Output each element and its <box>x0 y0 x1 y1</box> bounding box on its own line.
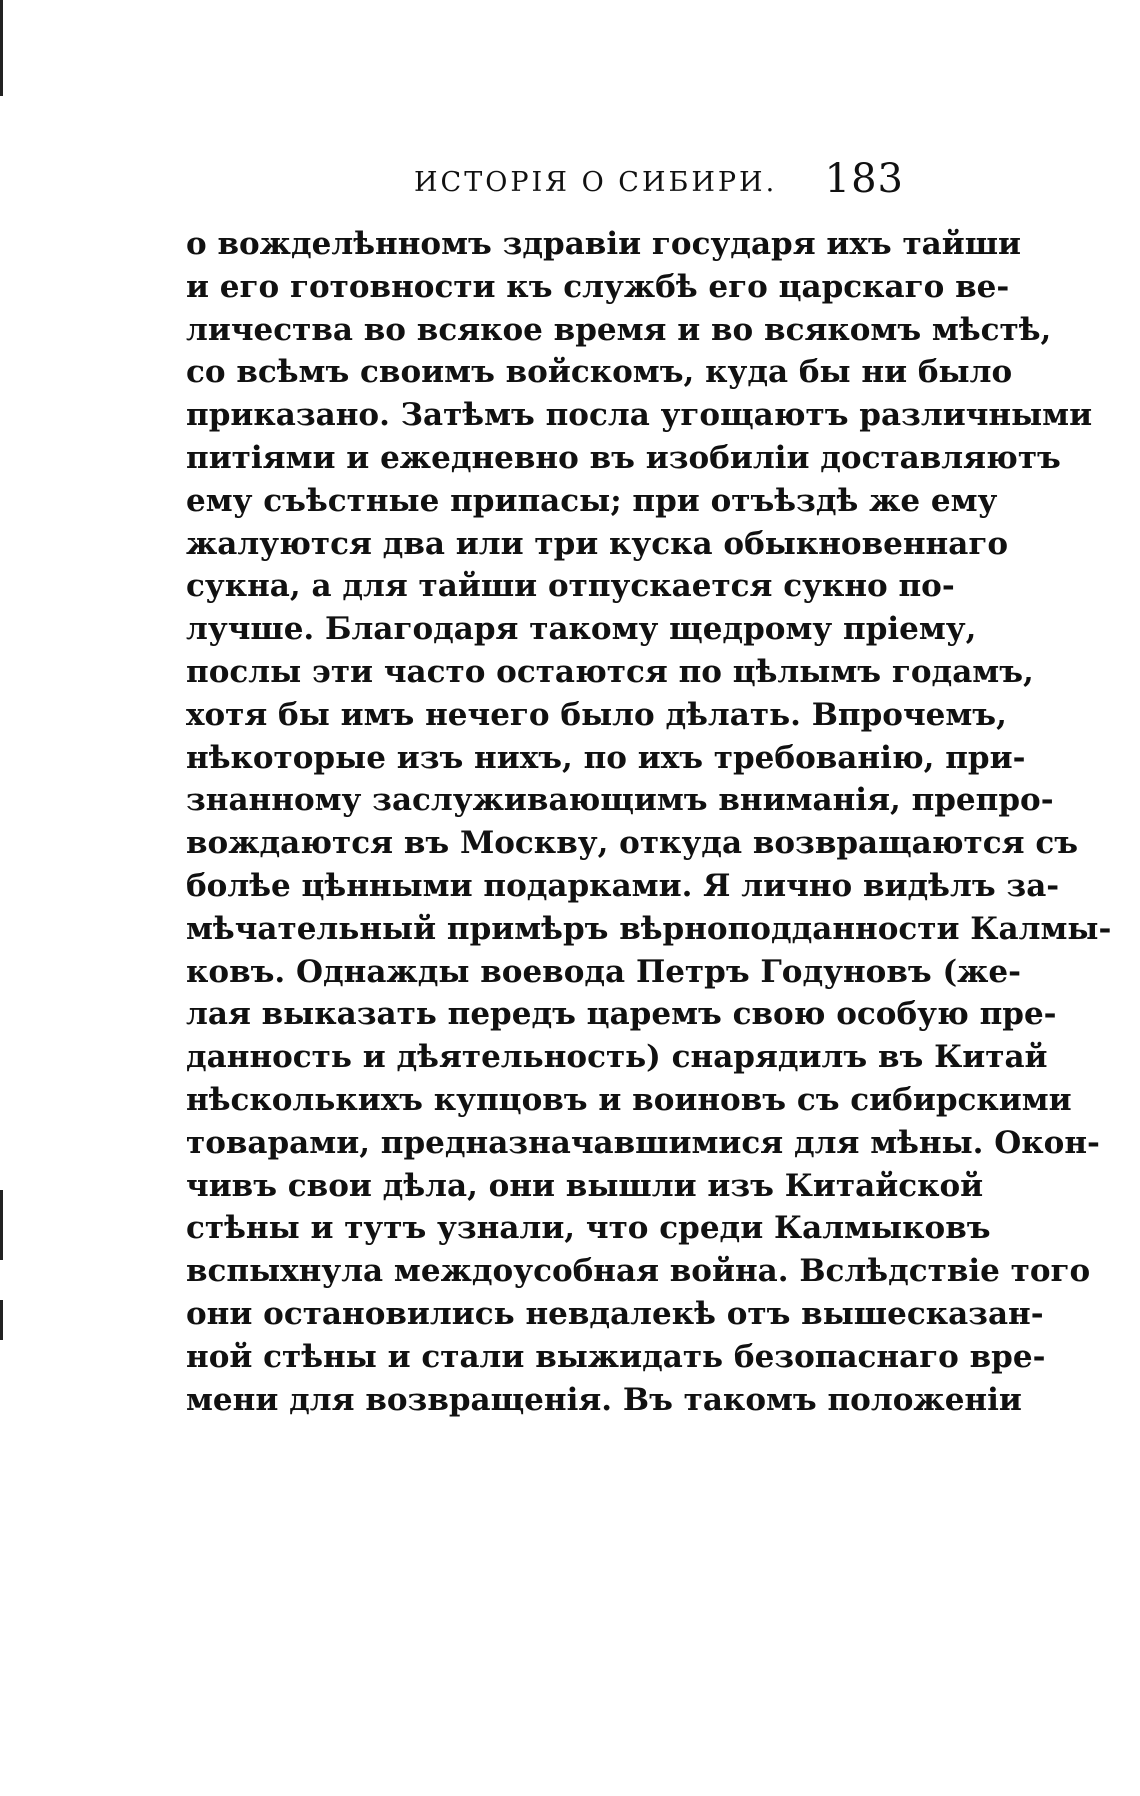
text-line: мени для возвращенія. Въ такомъ положеніи <box>186 1381 1022 1418</box>
text-line: личества во всякое время и во всякомъ мѣстѣ, <box>186 311 1052 348</box>
text-line: мѣчательный примѣръ вѣрноподданности Калмы- <box>186 910 1112 947</box>
text-line: ковъ. Однажды воевода Петръ Годуновъ (же- <box>186 953 1022 990</box>
text-line: нѣкоторые изъ нихъ, по ихъ требованію, при- <box>186 739 1026 776</box>
body-text <box>186 223 1112 1421</box>
text-line: сукна, а для тайши отпускается сукно по- <box>186 568 955 605</box>
text-line: питіями и ежедневно въ изобиліи доставляютъ <box>186 439 1061 476</box>
page-edge-mark <box>0 1300 3 1340</box>
text-line: хотя бы имъ нечего было дѣлать. Впрочемъ, <box>186 696 1007 733</box>
text-line: и его готовности къ службѣ его царскаго ве- <box>186 268 1010 305</box>
text-line: они остановились невдалекѣ отъ вышесказан- <box>186 1295 1044 1332</box>
text-line: чивъ свои дѣла, они вышли изъ Китайской <box>186 1167 984 1204</box>
text-line: со всѣмъ своимъ войскомъ, куда бы ни было <box>186 354 1013 391</box>
text-line: лучше. Благодаря такому щедрому пріему, <box>186 611 977 648</box>
page-edge-mark <box>0 1190 3 1260</box>
page-number: 183 <box>824 156 904 202</box>
text-line: ему съѣстные припасы; при отъѣздѣ же ему <box>186 482 998 519</box>
page-edge-mark <box>0 0 3 96</box>
text-line: вспыхнула междоусобная война. Вслѣдствіе того <box>186 1253 1091 1290</box>
text-line: стѣны и тутъ узнали, что среди Калмыковъ <box>186 1210 991 1247</box>
text-line: о вожделѣнномъ здравіи государя ихъ тайши <box>186 226 1022 262</box>
running-head <box>186 158 904 204</box>
text-line: товарами, предназначавшимися для мѣны. Окон- <box>186 1124 1100 1161</box>
text-line: жалуются два или три куска обыкновеннаго <box>186 525 1008 562</box>
text-line: знанному заслуживающимъ вниманія, препро- <box>186 782 1054 819</box>
text-line: ной стѣны и стали выжидать безопаснаго вре- <box>186 1338 1046 1375</box>
text-line: послы эти часто остаются по цѣлымъ годамъ, <box>186 653 1034 690</box>
text-line: лая выказать передъ царемъ свою особую пре- <box>186 996 1057 1033</box>
text-line: данность и дѣятельность) снарядилъ въ Китай <box>186 1039 1048 1076</box>
running-title: ИСТОРІЯ О СИБИРИ. <box>414 167 778 198</box>
text-line: нѣсколькихъ купцовъ и воиновъ съ сибирскими <box>186 1081 1072 1118</box>
text-line: приказано. Затѣмъ посла угощаютъ различными <box>186 397 1093 434</box>
text-line: вождаются въ Москву, откуда возвращаются съ <box>186 825 1078 862</box>
text-line: болѣе цѣнными подарками. Я лично видѣлъ за- <box>186 867 1060 904</box>
